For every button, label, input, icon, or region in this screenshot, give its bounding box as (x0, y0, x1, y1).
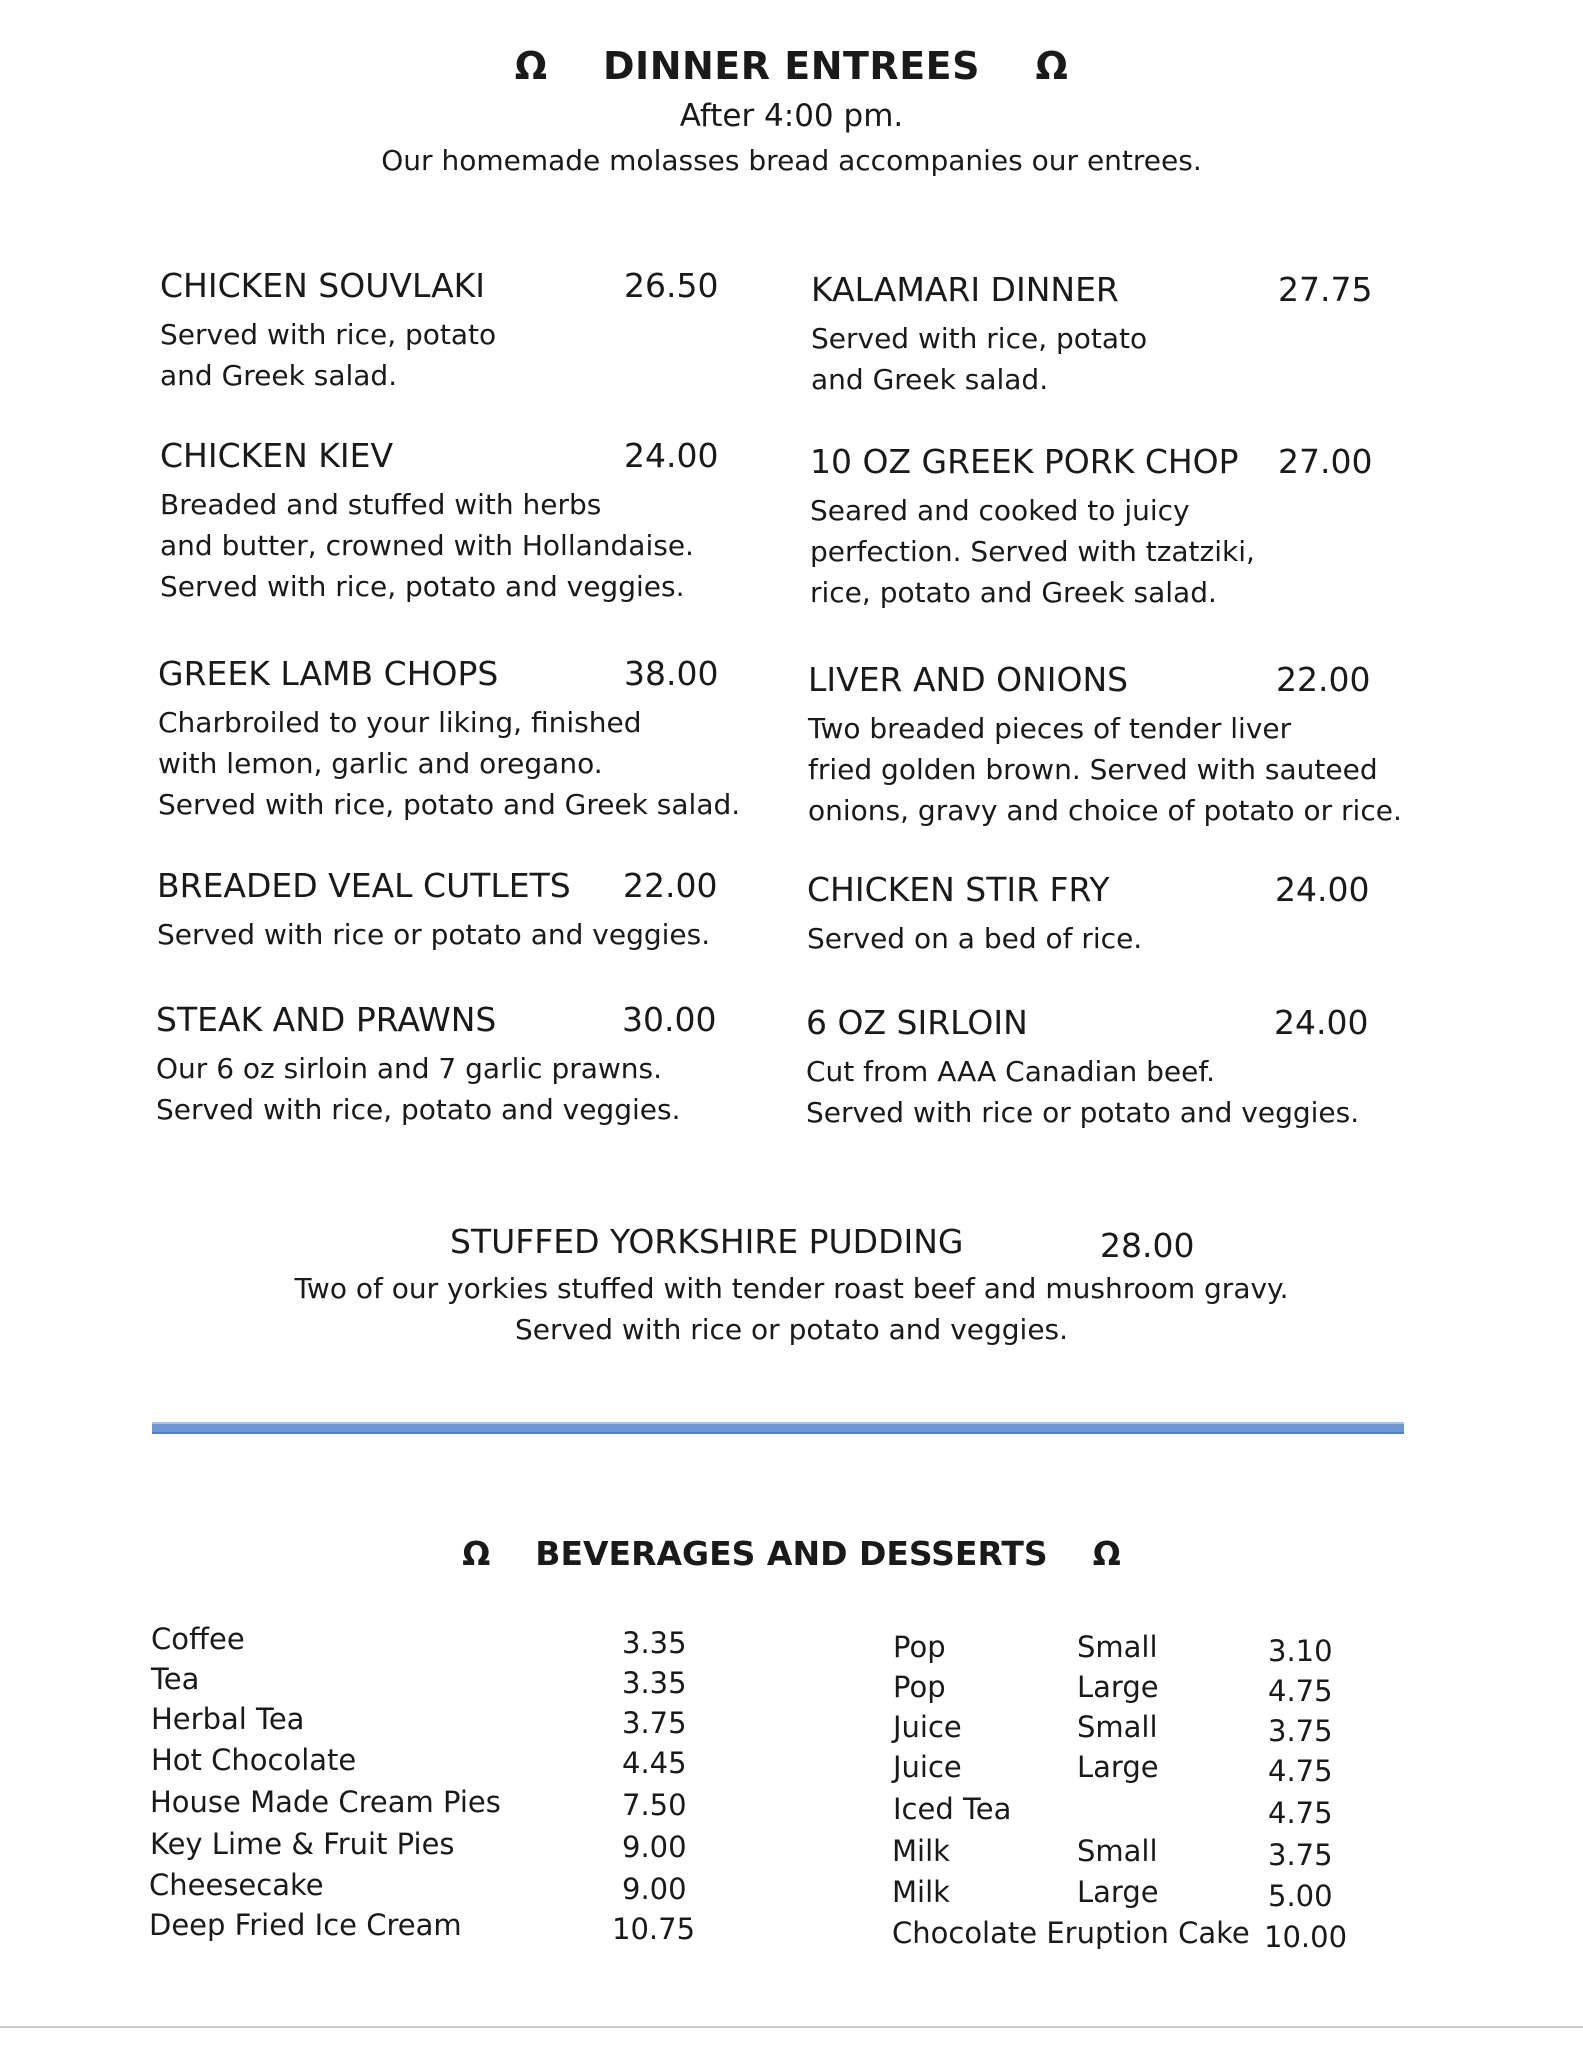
entree-description (156, 1048, 680, 1130)
entree-price: 24.00 (624, 436, 719, 475)
entree-desc-line: Served with rice, potato (811, 322, 1148, 355)
featured-entree-desc-line: Served with rice or potato and veggies. (514, 1313, 1069, 1346)
beverage-name: Tea (151, 1662, 200, 1696)
entree-desc-line: Served with rice, potato and veggies. (160, 570, 685, 603)
beverage-name: Juice (893, 1710, 962, 1744)
entree-item (160, 436, 740, 606)
beverage-price: 7.50 (622, 1788, 687, 1822)
beverage-size: Large (1077, 1750, 1159, 1784)
entree-desc-line: Cut from AAA Canadian beef. (806, 1055, 1216, 1088)
beverage-price: 10.75 (612, 1912, 696, 1946)
beverage-price: 10.00 (1264, 1920, 1348, 1954)
beverages-title-line (0, 1534, 1583, 1573)
entree-desc-line: Served with rice, potato and Greek salad. (158, 788, 741, 821)
entree-desc-line: Our 6 oz sirloin and 7 garlic prawns. (156, 1052, 663, 1085)
entree-item (156, 1000, 756, 1130)
entree-desc-line: onions, gravy and choice of potato or rice. (808, 794, 1402, 827)
featured-entree-price: 28.00 (1100, 1226, 1195, 1265)
beverage-price: 3.75 (1268, 1714, 1333, 1748)
dinner-title: DINNER ENTREES (603, 44, 980, 88)
entree-price: 24.00 (1275, 870, 1370, 909)
entree-desc-line: Served with rice or potato and veggies. (806, 1096, 1360, 1129)
dinner-note: Our homemade molasses bread accompanies our entrees. (381, 144, 1202, 177)
entree-desc-line: Served with rice, potato (160, 318, 497, 351)
entree-price: 24.00 (1274, 1003, 1369, 1042)
beverage-name: Coffee (151, 1622, 245, 1656)
beverage-price: 3.35 (622, 1626, 687, 1660)
entree-description (811, 318, 1147, 400)
beverage-price: 4.75 (1268, 1674, 1333, 1708)
entree-desc-line: Served with rice, potato and veggies. (156, 1093, 681, 1126)
beverage-name: Milk (892, 1834, 950, 1868)
entree-price: 22.00 (1276, 660, 1371, 699)
entree-price: 30.00 (622, 1000, 717, 1039)
entree-desc-line: and Greek salad. (811, 363, 1049, 396)
entree-name: BREADED VEAL CUTLETS (157, 866, 571, 905)
beverage-price: 4.45 (622, 1746, 687, 1780)
entree-name: 6 OZ SIRLOIN (806, 1003, 1028, 1042)
omega-symbol-right: Ω (1035, 44, 1069, 88)
entree-desc-line: Two breaded pieces of tender liver (808, 712, 1292, 745)
entree-price: 22.00 (623, 866, 718, 905)
entree-name: GREEK LAMB CHOPS (158, 654, 499, 693)
entree-item (810, 442, 1373, 612)
entree-desc-line: Served on a bed of rice. (807, 922, 1143, 955)
entree-item (157, 866, 757, 956)
entree-name: STEAK AND PRAWNS (156, 1000, 497, 1039)
omega-symbol-left: Ω (514, 44, 548, 88)
beverage-price: 3.75 (1268, 1838, 1333, 1872)
omega-symbol-right: Ω (1092, 1534, 1121, 1573)
entree-name: CHICKEN SOUVLAKI (160, 266, 486, 305)
entree-desc-line: with lemon, garlic and oregano. (158, 747, 603, 780)
beverage-size: Small (1077, 1710, 1158, 1744)
entree-name: 10 OZ GREEK PORK CHOP (810, 442, 1239, 481)
entree-price: 26.50 (624, 266, 719, 305)
beverage-name: Juice (893, 1750, 962, 1784)
beverage-size: Small (1077, 1630, 1158, 1664)
dinner-title-line (0, 44, 1583, 88)
beverage-price: 3.10 (1268, 1634, 1333, 1668)
scan-edge-line (0, 2026, 1583, 2028)
entree-name: LIVER AND ONIONS (808, 660, 1129, 699)
entree-desc-line: rice, potato and Greek salad. (810, 576, 1217, 609)
entree-description (160, 484, 694, 607)
entree-item (811, 270, 1371, 400)
entree-description (810, 490, 1255, 613)
entree-desc-line: Charbroiled to your liking, finished (158, 706, 642, 739)
beverage-name: Iced Tea (893, 1792, 1012, 1826)
beverage-name: Hot Chocolate (151, 1743, 357, 1777)
beverage-name: Pop (893, 1670, 946, 1704)
entree-item (806, 1003, 1386, 1133)
beverage-price: 3.75 (622, 1706, 687, 1740)
beverage-price: 5.00 (1268, 1879, 1333, 1913)
beverage-size: Large (1077, 1670, 1159, 1704)
entree-description (807, 918, 1142, 959)
beverage-name: Deep Fried Ice Cream (149, 1908, 462, 1942)
beverage-price: 4.75 (1268, 1754, 1333, 1788)
beverage-name: Chocolate Eruption Cake (892, 1916, 1250, 1950)
entree-desc-line: Seared and cooked to juicy (810, 494, 1190, 527)
entree-description (806, 1051, 1359, 1133)
featured-entree-name: STUFFED YORKSHIRE PUDDING (450, 1222, 964, 1261)
beverage-name: Herbal Tea (151, 1702, 305, 1736)
entree-description (158, 702, 740, 825)
entree-description (808, 708, 1402, 831)
entree-name: CHICKEN KIEV (160, 436, 394, 475)
beverage-price: 3.35 (622, 1666, 687, 1700)
section-divider (152, 1422, 1404, 1434)
entree-desc-line: Breaded and stuffed with herbs (160, 488, 602, 521)
dinner-subtitle: After 4:00 pm. (679, 98, 904, 134)
beverage-name: Milk (892, 1875, 950, 1909)
beverage-name: Cheesecake (149, 1868, 324, 1902)
beverage-size: Small (1077, 1834, 1158, 1868)
beverage-name: House Made Cream Pies (150, 1785, 501, 1819)
beverage-price: 9.00 (622, 1830, 687, 1864)
entree-name: KALAMARI DINNER (811, 270, 1119, 309)
entree-item (807, 870, 1370, 960)
entree-description (157, 914, 710, 955)
entree-name: CHICKEN STIR FRY (807, 870, 1110, 909)
entree-item (160, 266, 720, 396)
entree-price: 38.00 (624, 654, 719, 693)
beverage-price: 9.00 (622, 1872, 687, 1906)
entree-description (160, 314, 496, 396)
beverages-title: BEVERAGES AND DESSERTS (535, 1534, 1048, 1573)
entree-desc-line: and butter, crowned with Hollandaise. (160, 529, 694, 562)
entree-price: 27.00 (1278, 442, 1373, 481)
featured-entree-desc-line: Two of our yorkies stuffed with tender roast beef and mushroom gravy. (294, 1272, 1289, 1305)
entree-desc-line: fried golden brown. Served with sauteed (808, 753, 1378, 786)
beverage-price: 4.75 (1268, 1796, 1333, 1830)
entree-item (158, 654, 758, 824)
beverage-name: Pop (893, 1630, 946, 1664)
omega-symbol-left: Ω (462, 1534, 491, 1573)
entree-desc-line: Served with rice or potato and veggies. (157, 918, 711, 951)
beverage-size: Large (1077, 1875, 1159, 1909)
entree-desc-line: perfection. Served with tzatziki, (810, 535, 1255, 568)
beverage-name: Key Lime & Fruit Pies (150, 1827, 455, 1861)
entree-item (808, 660, 1408, 830)
entree-price: 27.75 (1278, 270, 1373, 309)
entree-desc-line: and Greek salad. (160, 359, 398, 392)
